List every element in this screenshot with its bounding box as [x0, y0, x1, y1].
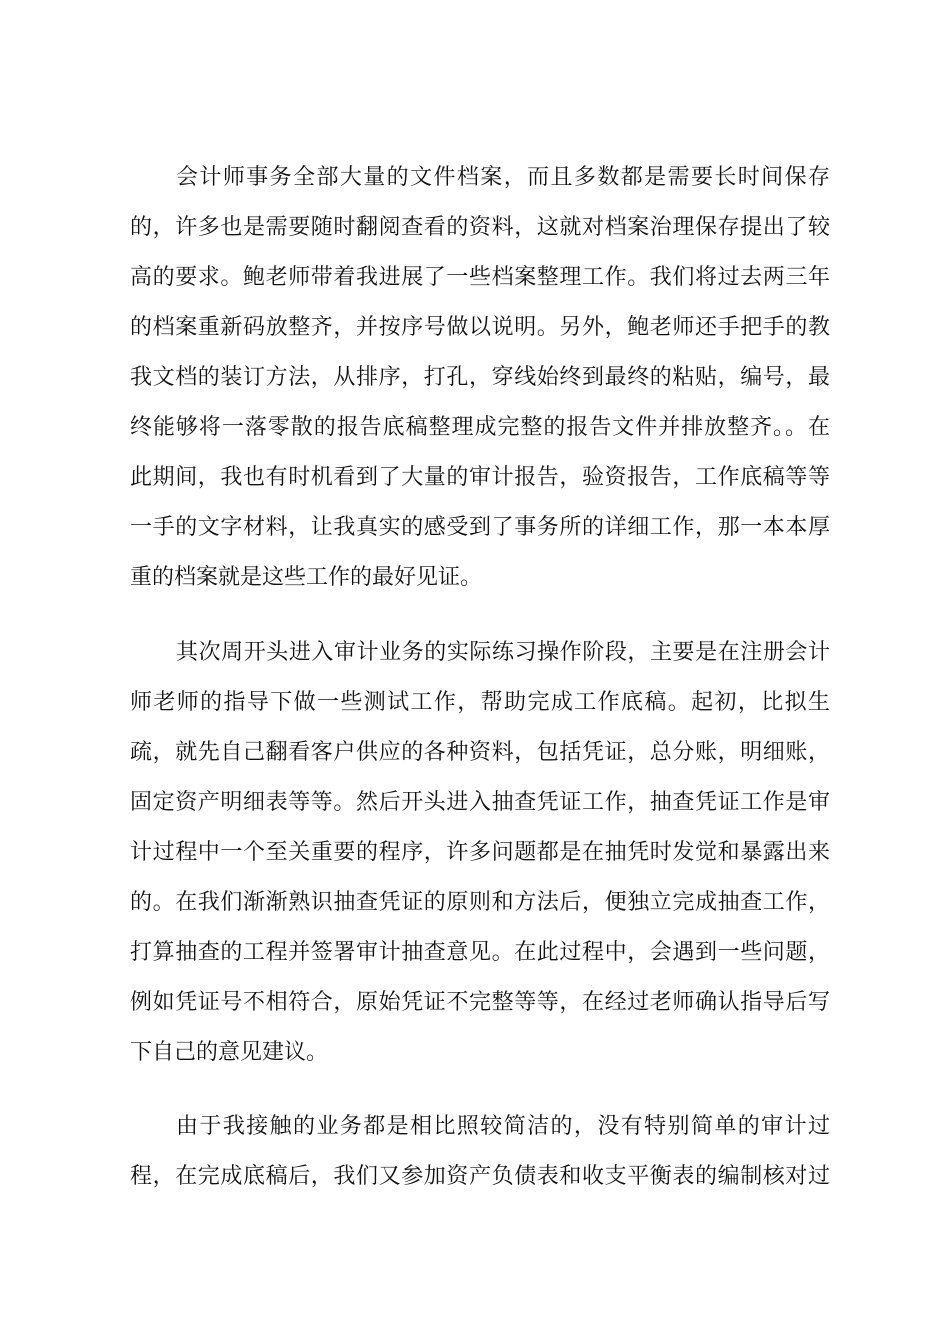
paragraph-line: 高的要求。鲍老师带着我进展了一些档案整理工作。我们将过去两三年 [130, 265, 830, 290]
paragraph-line: 的。在我们渐渐熟识抽查凭证的原则和方法后，便独立完成抽查工作， [130, 890, 830, 915]
paragraph-line: 一手的文字材料，让我真实的感受到了事务所的详细工作，那一本本厚 [130, 515, 830, 540]
paragraph-line: 我文档的装订方法，从排序，打孔，穿线始终到最终的粘贴，编号，最 [130, 365, 830, 390]
paragraph-line: 由于我接触的业务都是相比照较简洁的，没有特别简单的审计过 [176, 1114, 830, 1139]
paragraph-line: 会计师事务全部大量的文件档案，而且多数都是需要长时间保存 [176, 165, 830, 190]
paragraph-line: 此期间，我也有时机看到了大量的审计报告，验资报告，工作底稿等等 [130, 465, 830, 490]
paragraph-line: 下自己的意见建议。 [130, 1040, 329, 1065]
paragraph-line: 打算抽查的工程并签署审计抽查意见。在此过程中，会遇到一些问题， [130, 940, 830, 965]
paragraph-line: 疏，就先自己翻看客户供应的各种资料，包括凭证，总分账，明细账， [130, 740, 830, 765]
paragraph-line: 例如凭证号不相符合，原始凭证不完整等等，在经过老师确认指导后写 [130, 990, 830, 1015]
paragraph-line: 重的档案就是这些工作的最好见证。 [130, 565, 483, 590]
paragraph-line: 计过程中一个至关重要的程序，许多问题都是在抽凭时发觉和暴露出来 [130, 840, 830, 865]
paragraph-line: 其次周开头进入审计业务的实际练习操作阶段，主要是在注册会计 [176, 640, 830, 665]
paragraph-line: 终能够将一落零散的报告底稿整理成完整的报告文件并排放整齐。。在 [130, 415, 830, 440]
paragraph-line: 师老师的指导下做一些测试工作，帮助完成工作底稿。起初，比拟生 [130, 690, 830, 715]
paragraph-line: 固定资产明细表等等。然后开头进入抽查凭证工作，抽查凭证工作是审 [130, 790, 830, 815]
paragraph-line: 程，在完成底稿后，我们又参加资产负债表和收支平衡表的编制核对过 [130, 1164, 830, 1189]
paragraph-line: 的，许多也是需要随时翻阅查看的资料，这就对档案治理保存提出了较 [130, 215, 830, 240]
paragraph-line: 的档案重新码放整齐，并按序号做以说明。另外，鲍老师还手把手的教 [130, 315, 830, 340]
